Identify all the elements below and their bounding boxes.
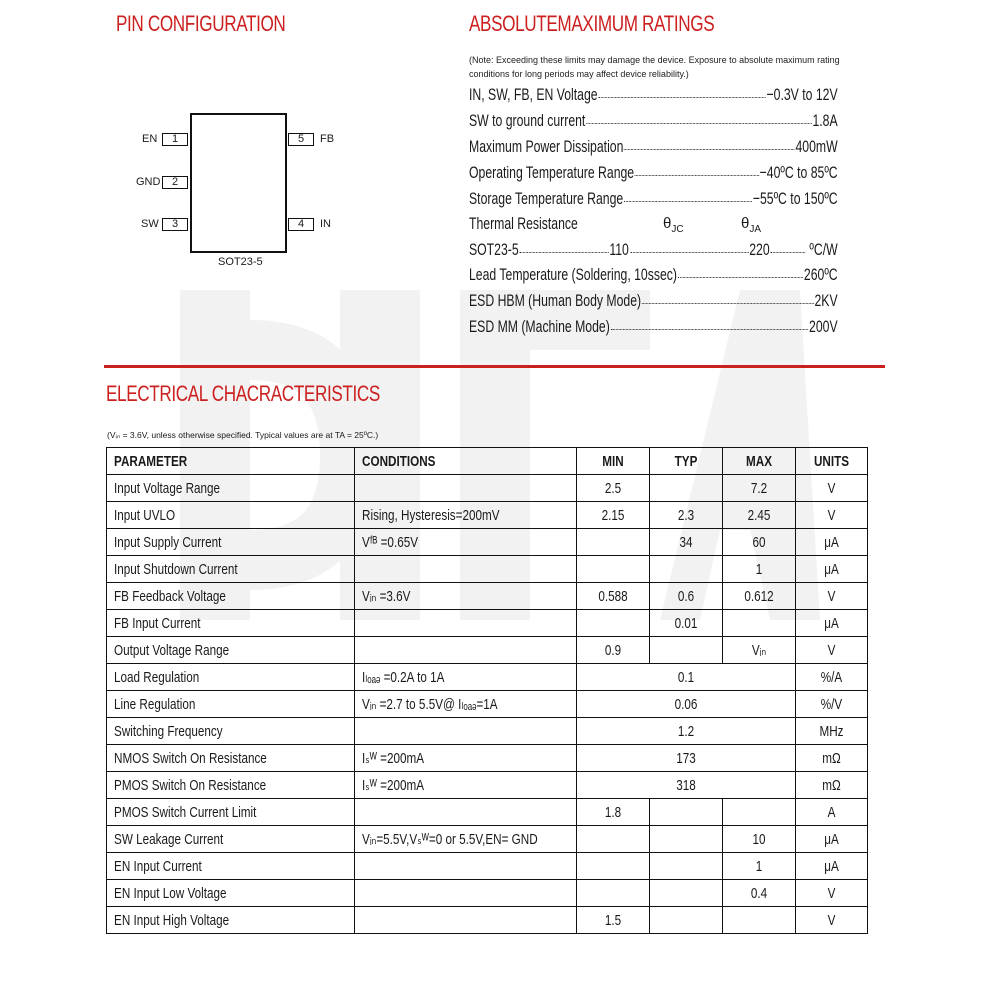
cell-param: FB Feedback Voltage [107,583,355,610]
cell-max [723,799,796,826]
section-divider [104,365,885,368]
pin-config-title: PIN CONFIGURATION [116,11,286,36]
cell-typ [650,907,723,934]
rating-row: Lead Temperature (Soldering, 10ssec) 260ºC [469,265,838,284]
cell-units: μA [796,826,868,853]
cell-typ [650,475,723,502]
cell-typ: 0.06 [577,691,796,718]
table-row [107,718,868,745]
cell-conditions [355,799,577,826]
cell-typ: 318 [577,772,796,799]
cell-units: V [796,475,868,502]
table-row [107,637,868,664]
table-row [107,475,868,502]
pin-label-sw: SW [141,218,159,230]
table-row [107,826,868,853]
pin-label-fb: FB [320,133,335,145]
cell-param: Input Supply Current [107,529,355,556]
cell-typ: 173 [577,745,796,772]
rating-row: Storage Temperature Range −55ºC to 150ºC [469,189,838,208]
cell-max: 0.612 [723,583,796,610]
cell-units: μA [796,529,868,556]
cell-conditions: Vᵢₙ =2.7 to 5.5V@ Iₗₒₐₔ=1A [355,691,577,718]
thermal-pkg-row: SOT23-5 110 [469,240,629,259]
pin-4: 4 [288,218,314,231]
cell-param: EN Input Current [107,853,355,880]
cell-param: Load Regulation [107,664,355,691]
table-row [107,556,868,583]
cell-conditions [355,880,577,907]
cell-conditions: Vᶠᴮ =0.65V [355,529,577,556]
table-row [107,880,868,907]
table-row [107,745,868,772]
thermal-unit: ºC/W [770,240,838,260]
cell-param: Line Regulation [107,691,355,718]
cell-typ: 2.3 [650,502,723,529]
cell-param: SW Leakage Current [107,826,355,853]
table-row [107,691,868,718]
pin-1: 1 [162,133,188,146]
rating-row: SW to ground current 1.8A [469,111,838,130]
package-label: SOT23-5 [218,256,263,268]
cell-min: 2.15 [577,502,650,529]
cell-param: Switching Frequency [107,718,355,745]
table-row [107,610,868,637]
cell-units: %/V [796,691,868,718]
cell-param: FB Input Current [107,610,355,637]
pin-label-in: IN [320,218,331,230]
cell-conditions: Vᵢₙ=5.5V,Vₛᵂ=0 or 5.5V,EN= GND [355,826,577,853]
thermal-ja-value: 220 [630,240,770,260]
electrical-table [106,447,868,934]
cell-min: 0.9 [577,637,650,664]
cell-units: μA [796,556,868,583]
cell-max: 1 [723,556,796,583]
cell-typ: 34 [650,529,723,556]
cell-conditions [355,475,577,502]
col-typ: TYP [650,448,723,475]
table-row [107,529,868,556]
cell-conditions [355,907,577,934]
rating-row: ESD MM (Machine Mode) 200V [469,317,838,336]
col-units: UNITS [796,448,868,475]
cell-min: 1.5 [577,907,650,934]
table-row [107,772,868,799]
table-row [107,907,868,934]
cell-min: 1.8 [577,799,650,826]
cell-typ: 0.1 [577,664,796,691]
cell-conditions [355,556,577,583]
cell-conditions: Vᵢₙ =3.6V [355,583,577,610]
cell-conditions: Iₛᵂ =200mA [355,772,577,799]
abs-max-title: ABSOLUTEMAXIMUM RATINGS [469,11,715,36]
cell-units: μA [796,610,868,637]
pin-3: 3 [162,218,188,231]
table-header-row [107,448,868,475]
cell-units: μA [796,853,868,880]
cell-units: V [796,637,868,664]
table-row [107,502,868,529]
cell-min [577,826,650,853]
cell-param: NMOS Switch On Resistance [107,745,355,772]
table-row [107,664,868,691]
cell-typ: 0.6 [650,583,723,610]
rating-row: IN, SW, FB, EN Voltage −0.3V to 12V [469,85,838,104]
cell-conditions: Iₗₒₐₔ =0.2A to 1A [355,664,577,691]
rating-row: Maximum Power Dissipation 400mW [469,137,838,156]
pin-2: 2 [162,176,188,189]
cell-typ [650,556,723,583]
cell-max [723,610,796,637]
cell-min [577,853,650,880]
cell-conditions [355,853,577,880]
cell-conditions: Rising, Hysteresis=200mV [355,502,577,529]
cell-min [577,610,650,637]
cell-param: EN Input Low Voltage [107,880,355,907]
pin-label-gnd: GND [136,176,161,188]
cell-min: 0.588 [577,583,650,610]
cell-typ [650,853,723,880]
abs-max-note: (Note: Exceeding these limits may damage the device. Exposure to absolute maximum rating conditions for long periods may affect device reliability.) [469,55,840,79]
table-row [107,583,868,610]
cell-units: %/A [796,664,868,691]
cell-param: PMOS Switch On Resistance [107,772,355,799]
cell-param: Input UVLO [107,502,355,529]
rating-row: ESD HBM (Human Body Mode) 2KV [469,291,838,310]
cell-typ: 1.2 [577,718,796,745]
cell-conditions: Iₛᵂ =200mA [355,745,577,772]
pin-5: 5 [288,133,314,146]
cell-typ [650,799,723,826]
cell-conditions [355,637,577,664]
col-conditions: CONDITIONS [355,448,577,475]
table-row [107,799,868,826]
cell-units: V [796,907,868,934]
cell-conditions [355,718,577,745]
cell-units: mΩ [796,745,868,772]
cell-max: 2.45 [723,502,796,529]
cell-max: Vᵢₙ [723,637,796,664]
col-max: MAX [723,448,796,475]
cell-units: V [796,880,868,907]
cell-units: V [796,502,868,529]
electrical-title: ELECTRICAL CHACRACTERISTICS [106,381,380,406]
cell-typ [650,880,723,907]
pin-label-en: EN [142,133,158,145]
col-parameter: PARAMETER [107,448,355,475]
cell-units: MHz [796,718,868,745]
cell-min [577,529,650,556]
cell-max: 7.2 [723,475,796,502]
cell-max: 1 [723,853,796,880]
cell-typ: 0.01 [650,610,723,637]
cell-max: 0.4 [723,880,796,907]
cell-max: 60 [723,529,796,556]
cell-conditions [355,610,577,637]
ic-package-body [190,113,287,253]
cell-min [577,880,650,907]
cell-param: PMOS Switch Current Limit [107,799,355,826]
cell-units: A [796,799,868,826]
cell-param: Output Voltage Range [107,637,355,664]
theta-ja-header: $\theta_{JA}$ [741,215,762,235]
cell-max [723,907,796,934]
cell-typ [650,637,723,664]
cell-min [577,556,650,583]
col-min: MIN [577,448,650,475]
cell-param: Input Shutdown Current [107,556,355,583]
cell-units: mΩ [796,772,868,799]
table-row [107,853,868,880]
cell-param: EN Input High Voltage [107,907,355,934]
thermal-resistance-label: Thermal Resistance [469,214,578,233]
cell-units: V [796,583,868,610]
electrical-note: (Vᵢₙ = 3.6V, unless otherwise specified. Typical values are at TA = 25ºC.) [107,430,379,440]
cell-param: Input Voltage Range [107,475,355,502]
rating-row: Operating Temperature Range −40ºC to 85ºC [469,163,838,182]
cell-typ [650,826,723,853]
cell-min: 2.5 [577,475,650,502]
theta-jc-header: $\theta_{JC}$ [663,215,684,235]
cell-max: 10 [723,826,796,853]
